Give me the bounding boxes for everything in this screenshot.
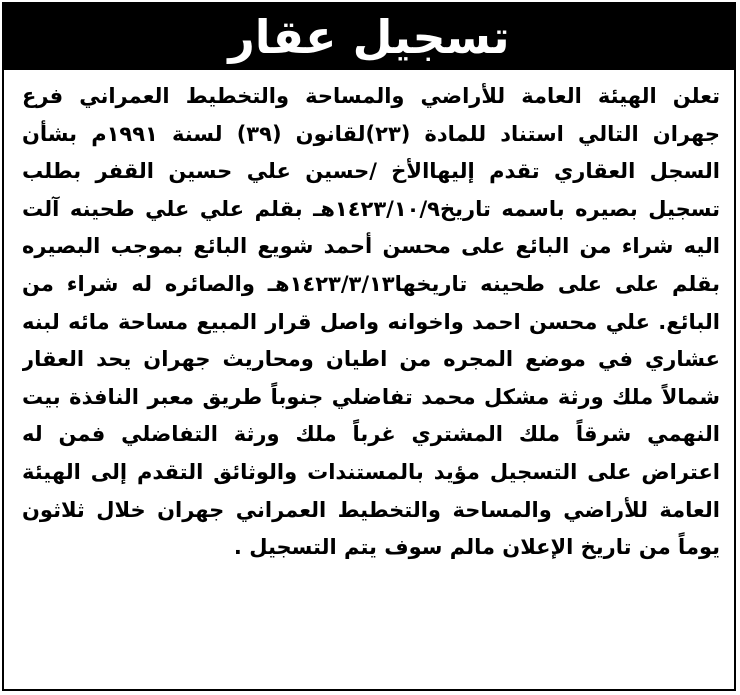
notice-title: تسجيل عقار bbox=[228, 10, 510, 64]
notice-header bbox=[4, 4, 734, 70]
notice-frame bbox=[2, 2, 736, 691]
notice-body: تعلن الهيئة العامة للأراضي والمساحة والتخطيط العمراني فرع جهران التالي استناد للمادة (٢٣)لقانون (٣٩) لسنة ١٩٩١م بشأن السجل العقاري تقدم إليهاالأخ /حسين علي حسين القفر بطلب تسجيل بصيره باسمه تاريخ١٤٢٣/١٠/٩هـ بقلم علي علي طحينه آلت اليه شراء من البائع على محسن أحمد شويع البائع بموجب البصيره بقلم على على طحينه تاريخها١٤٢٣/٣/١٣هـ والصائره له شراء من البائع. علي محسن احمد واخوانه واصل قرار المبيع مساحة مائه لبنه عشاري في موضع المجره من اطيان ومحاريث جهران يحد العقار شمالاً ملك ورثة مشكل محمد تفاضلي جنوباً طريق معبر النافذة بيت النهمي شرقاً ملك المشتري غرباً ملك ورثة التفاضلي فمن له اعتراض على التسجيل مؤيد بالمستندات والوثائق التقدم إلى الهيئة العامة للأراضي والمساحة والتخطيط العمراني جهران خلال ثلاثون يوماً من تاريخ الإعلان مالم سوف يتم التسجيل . bbox=[22, 84, 720, 560]
